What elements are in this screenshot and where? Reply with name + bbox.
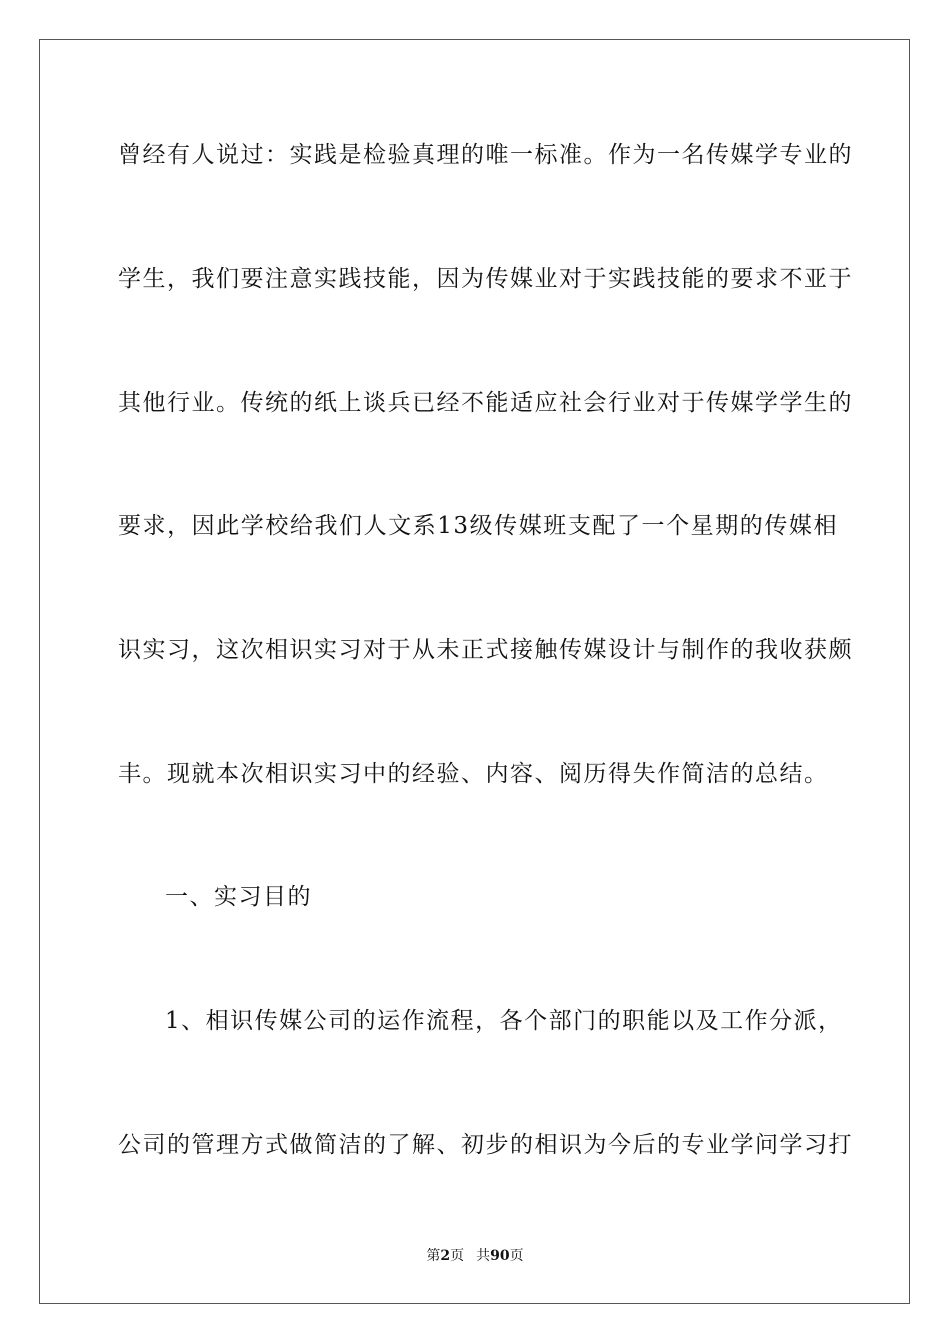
- text-line-9: 公司的管理方式做简洁的了解、初步的相识为今后的专业学问学习打: [118, 1132, 853, 1158]
- footer-page-number: 2: [440, 1248, 451, 1264]
- text-line-1: 曾经有人说过：实践是检验真理的唯一标准。作为一名传媒学专业的: [118, 142, 853, 168]
- footer-total-suffix: 页: [509, 1248, 524, 1264]
- text-line-4: 要求，因此学校给我们人文系13级传媒班支配了一个星期的传媒相: [118, 513, 838, 539]
- section-heading: 一、实习目的: [165, 884, 312, 910]
- text-line-6: 丰。现就本次相识实习中的经验、内容、阅历得失作简洁的总结。: [118, 761, 829, 787]
- text-line-3: 其他行业。传统的纸上谈兵已经不能适应社会行业对于传媒学学生的: [118, 390, 853, 416]
- footer-page-prefix: 第: [426, 1248, 441, 1264]
- text-line-5: 识实习，这次相识实习对于从未正式接触传媒设计与制作的我收获颇: [118, 637, 853, 663]
- text-line-8: 1、相识传媒公司的运作流程，各个部门的职能以及工作分派，: [165, 1008, 843, 1034]
- text-line-2: 学生，我们要注意实践技能，因为传媒业对于实践技能的要求不亚于: [118, 266, 853, 292]
- footer-total-pages: 90: [490, 1248, 510, 1264]
- page-footer: [0, 1246, 950, 1266]
- footer-page-suffix: 页: [450, 1248, 465, 1264]
- page-border: [39, 39, 910, 1304]
- footer-total-prefix: 共: [476, 1248, 491, 1264]
